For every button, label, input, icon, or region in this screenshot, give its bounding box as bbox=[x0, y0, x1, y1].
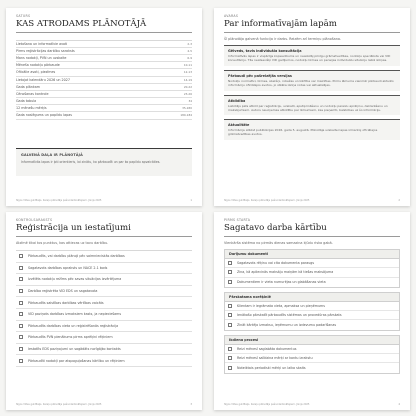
toc-row bbox=[16, 84, 192, 91]
toc-label: Mēneša nodokļu pārbaude bbox=[16, 63, 60, 68]
toc-page: 35-180 bbox=[182, 106, 192, 111]
checkbox[interactable] bbox=[19, 289, 23, 293]
checklist-section bbox=[224, 292, 400, 331]
card-title: Pārbaudi pēc pašreizējās versijas bbox=[228, 73, 292, 78]
toc-row bbox=[16, 41, 192, 48]
title-rule bbox=[224, 32, 400, 33]
footer-text: Sīgns Vīdes guldītaijs. Kareļu plānotājs pašnodarbinātajiem. Jūnijs 2025 bbox=[16, 199, 102, 202]
toc-label: 12 mēnešu mērķis bbox=[16, 106, 47, 111]
checklist-item[interactable] bbox=[16, 355, 192, 367]
info-card bbox=[224, 70, 400, 91]
page-contents bbox=[6, 8, 202, 206]
checklist-label: Noteiktais periodiski mērķi un laika skaits bbox=[237, 366, 306, 371]
toc-label: Gada noslēgums un papildu lapas bbox=[16, 113, 72, 118]
checklist-label: Pārbaudīts PVN pienākums pirms aprēķini rēķiniem bbox=[28, 335, 113, 340]
section-title: Darījumu dokumenti bbox=[225, 250, 399, 259]
page-inner bbox=[224, 218, 400, 400]
page-number: 1 bbox=[190, 199, 192, 202]
checkbox[interactable] bbox=[19, 347, 23, 351]
checklist-label: Sagatavots rēķinu vai cita dokumenta paraugs bbox=[237, 261, 315, 266]
checkbox[interactable] bbox=[19, 301, 23, 305]
info-card bbox=[224, 95, 400, 116]
checklist-item[interactable] bbox=[225, 354, 399, 363]
toc-page: 2-3 bbox=[187, 41, 192, 46]
page-intro: Šī plānotāja galvenā funkcija ir darbs. Reizēm arī termiņu plānošana. bbox=[224, 36, 341, 41]
page-inner bbox=[16, 218, 192, 400]
section-title: Ikdiena procesi bbox=[225, 336, 399, 345]
checkbox[interactable] bbox=[228, 347, 232, 351]
checklist-item[interactable] bbox=[225, 363, 399, 372]
checklist-section bbox=[224, 249, 400, 288]
toc-page: 14-19 bbox=[183, 77, 192, 82]
checklist-item[interactable] bbox=[16, 309, 192, 321]
page-intro: Atzīmē tikai tos punktus, kas attiecas uz tavu darbību. bbox=[16, 240, 109, 245]
card-text: Nodokļu normatīvi, likmes, sliekšņi, robežas un kārtība var mainīties. Pirms lēmuma vienmēr pārbaudi aktuālo informāciju oficiālajos avotos, jo sīkāka izziņa rodas vai aktualizējas. bbox=[228, 78, 394, 87]
checklist-label: Zina, kā apliecinās maksāju maiņām kā tiešas maksājuma bbox=[237, 270, 334, 275]
toc-page: 180-184 bbox=[180, 113, 192, 118]
footer-text: Sīgns Vīdes guldītaijs. Kareļu plānotājs pašnodarbinātajiem. Jūnijs 2025 bbox=[16, 403, 102, 406]
toc-row bbox=[16, 55, 192, 62]
checkbox[interactable] bbox=[228, 304, 232, 308]
page-title: KAS ATRODAMS PLĀNOTĀJĀ bbox=[16, 19, 147, 29]
hint-title: GALVENĀ DAĻA IR PLĀNOTĀJĀ bbox=[21, 153, 83, 157]
toc-row bbox=[16, 91, 192, 98]
toc-page: 4-5 bbox=[187, 48, 192, 53]
page-title: Par informatīvajām lapām bbox=[224, 19, 337, 29]
checklist-label: Izvēlēts nodokļu režīms pēc savas situācijas izvērtējuma bbox=[28, 277, 122, 282]
checklist bbox=[16, 250, 192, 367]
checklist-item[interactable] bbox=[225, 320, 399, 329]
toc-label: Gada plānkam bbox=[16, 84, 40, 89]
page-number: 2 bbox=[398, 199, 400, 202]
toc-page: 20-22 bbox=[183, 84, 192, 89]
checkbox[interactable] bbox=[228, 261, 232, 265]
checklist-label: Pārbaudīts saistības darbības vērtības vaicāts bbox=[28, 300, 104, 305]
checklist-item[interactable] bbox=[16, 274, 192, 286]
title-rule bbox=[224, 236, 400, 237]
checklist-item[interactable] bbox=[225, 311, 399, 320]
checklist-label: Pārbaudīti nodokļi par atspoguļošanas kārtību un rēķiniem bbox=[28, 358, 125, 363]
card-title: Aktualitāte bbox=[228, 123, 250, 128]
hint-text: Informatīvās lapas ir ļoti orientieris, lai zinātu, ko pārbaudīt un par ko papildu apvaicāties. bbox=[21, 160, 161, 164]
toc-row bbox=[16, 112, 192, 119]
toc-row bbox=[16, 62, 192, 69]
toc-page: 34 bbox=[188, 99, 192, 104]
toc-label: Lietojot kalendāru 2026 un 2027 bbox=[16, 77, 70, 82]
checklist-item[interactable] bbox=[16, 297, 192, 309]
checklist-item[interactable] bbox=[16, 321, 192, 333]
checkbox[interactable] bbox=[19, 359, 23, 363]
page-kicker: AVARAS bbox=[224, 14, 239, 18]
info-card bbox=[224, 45, 400, 66]
page-title: Reģistrācija un iestatījumi bbox=[16, 223, 131, 233]
checkbox[interactable] bbox=[19, 254, 23, 258]
checkbox[interactable] bbox=[228, 356, 232, 360]
toc-label: Cēnošanas kontrole bbox=[16, 91, 49, 96]
checklist-item[interactable] bbox=[225, 302, 399, 311]
page-number: 3 bbox=[190, 403, 192, 406]
checklist-label: Reizi mēnesī salīdzina mērķi ar kontu izrakstu bbox=[237, 356, 313, 361]
checklist-label: Pārbaudīts, vai darbību plānoji pēc saimnieciskās darbības bbox=[28, 254, 125, 259]
checkbox[interactable] bbox=[19, 277, 23, 281]
page-intro: Vienkārša sistēma no pirmās dienas samazina kļūdu riska gabā. bbox=[224, 240, 333, 245]
checklist-item[interactable] bbox=[16, 286, 192, 298]
checklist-item[interactable] bbox=[225, 278, 399, 287]
toc-row bbox=[16, 77, 192, 84]
card-title: Atbildība bbox=[228, 98, 246, 103]
toc-row bbox=[16, 48, 192, 55]
checklist-label: VID paziņots darbības izmaksiem kasts, ja nepieciešams bbox=[28, 312, 122, 317]
checkbox[interactable] bbox=[19, 266, 23, 270]
checklist-item[interactable] bbox=[225, 268, 399, 277]
title-rule bbox=[16, 32, 192, 33]
title-rule bbox=[16, 236, 192, 237]
toc-label: Pirms reģistrācijas darbību saraksts bbox=[16, 48, 75, 53]
toc-row bbox=[16, 98, 192, 105]
toc-row bbox=[16, 105, 192, 112]
toc-page: 10-11 bbox=[183, 63, 192, 68]
checkbox[interactable] bbox=[228, 313, 232, 317]
checklist-label: Pārbaudīts darbības vieta un reģistrēšanās reģistrācija bbox=[28, 323, 119, 328]
footer-text: Sīgns Vīdes guldītaijs. Kareļu plānotājs pašnodarbinātajiem. Jūnijs 2025 bbox=[224, 403, 310, 406]
card-text: Lietotājs pats atbild par reģistrāciju, uzskaiti, apstiprināšanu un nodokļu pareizu aprēķinu, deklarēšanu un maksājumiem. Autors neuzņemas atbildību par lēmumiem, kas pieņemti, balstoties uz šo informāciju. bbox=[228, 103, 388, 112]
checkbox[interactable] bbox=[228, 270, 232, 274]
toc-page: 23-26 bbox=[183, 91, 192, 96]
page-footer bbox=[16, 199, 192, 202]
checklist-label: Darbība reģistrēta VID EDS un sagatavota bbox=[28, 289, 98, 294]
checkbox[interactable] bbox=[228, 280, 232, 284]
page-kicker: SATURS bbox=[16, 14, 31, 18]
toc-label: Ofiicālie avoti, piezīmes bbox=[16, 70, 56, 75]
page-footer bbox=[224, 403, 400, 406]
checklist-label: Dokumentiem ir vieta numurējas un glabāšanas vieta bbox=[237, 280, 326, 285]
toc-page: 12-13 bbox=[183, 70, 192, 75]
checklist-label: Sagatavots darbības apraksts un NACE 2.1 kods bbox=[28, 265, 108, 270]
table-of-contents bbox=[16, 40, 192, 120]
page-inner bbox=[16, 14, 192, 196]
checklist-item[interactable] bbox=[16, 251, 192, 263]
toc-page: 6-9 bbox=[187, 55, 192, 60]
card-text: Informatīvās lapas ir vispārīgs kopsavilkums un neaizstāj pilnīgu grāmatvedības, nodokļu speciālista vai VID konsultāciju. Tās neatsevišķi VID gadījumos, nodokļu likmes un pensijas individuālu situāciju laikā izziņas. bbox=[228, 54, 391, 62]
page-kicker: KONTROLSARAKSTS bbox=[16, 218, 53, 222]
checklist-item[interactable] bbox=[16, 263, 192, 275]
page-work-routine bbox=[214, 212, 410, 410]
checklist-label: Reizi mēnesī saglabāta dokumentus bbox=[237, 346, 297, 351]
checklist-label: Klientam ir iegrāmata vieta, apmaksa un pieņēmums bbox=[237, 304, 325, 309]
checkbox[interactable] bbox=[19, 312, 23, 316]
page-footer bbox=[224, 199, 400, 202]
info-card bbox=[224, 119, 400, 140]
page-inner bbox=[224, 14, 400, 196]
hint-box bbox=[16, 148, 192, 176]
checklist-label: Iestatīts EDS paziņojumi un sagādāts norīgājko kontakts bbox=[28, 347, 121, 352]
checklist-item[interactable] bbox=[225, 259, 399, 268]
page-about bbox=[214, 8, 410, 206]
toc-row bbox=[16, 69, 192, 76]
checkbox[interactable] bbox=[19, 335, 23, 339]
checklist-item[interactable] bbox=[16, 344, 192, 356]
page-title: Sagatavo darba kārtību bbox=[224, 223, 327, 233]
checkbox[interactable] bbox=[228, 323, 232, 327]
page-kicker: PIRMS STARTA bbox=[224, 218, 251, 222]
checklist-section bbox=[224, 335, 400, 374]
toc-label: Lietošana un informatīvie avoti bbox=[16, 41, 68, 46]
card-title: Gēlveds, tavis individuāla konsultācija bbox=[228, 49, 302, 53]
checkbox[interactable] bbox=[19, 324, 23, 328]
card-text: Informācija atbilst publikācijas 2026. gada 5. augustā. Plānotāja uzskaitei lapas izmantoj oficiālajos grāmatvedības avotos. bbox=[228, 128, 378, 137]
footer-text: Sīgns Vīdes guldītaijs. Kareļu plānotājs pašnodarbinātajiem. Jūnijs 2025 bbox=[224, 199, 310, 202]
page-registration-checklist bbox=[6, 212, 202, 410]
toc-label: Gada tabula bbox=[16, 99, 37, 104]
checklist-label: Ienākošo pārskatīt pārbaudīts sistēmas un procedūras pārskats bbox=[237, 313, 342, 318]
checkbox[interactable] bbox=[228, 366, 232, 370]
toc-label: Mans nodokļi, PVN un uzskaite bbox=[16, 55, 67, 60]
section-title: Pārskatama norēķiniē bbox=[225, 293, 399, 302]
checklist-label: Zināt kārtējo izmaksu, ieņēmumu un izdevumu padarīšanas bbox=[237, 323, 337, 328]
checklist-item[interactable] bbox=[16, 332, 192, 344]
checklist-item[interactable] bbox=[225, 345, 399, 354]
page-footer bbox=[16, 403, 192, 406]
page-number: 4 bbox=[398, 403, 400, 406]
